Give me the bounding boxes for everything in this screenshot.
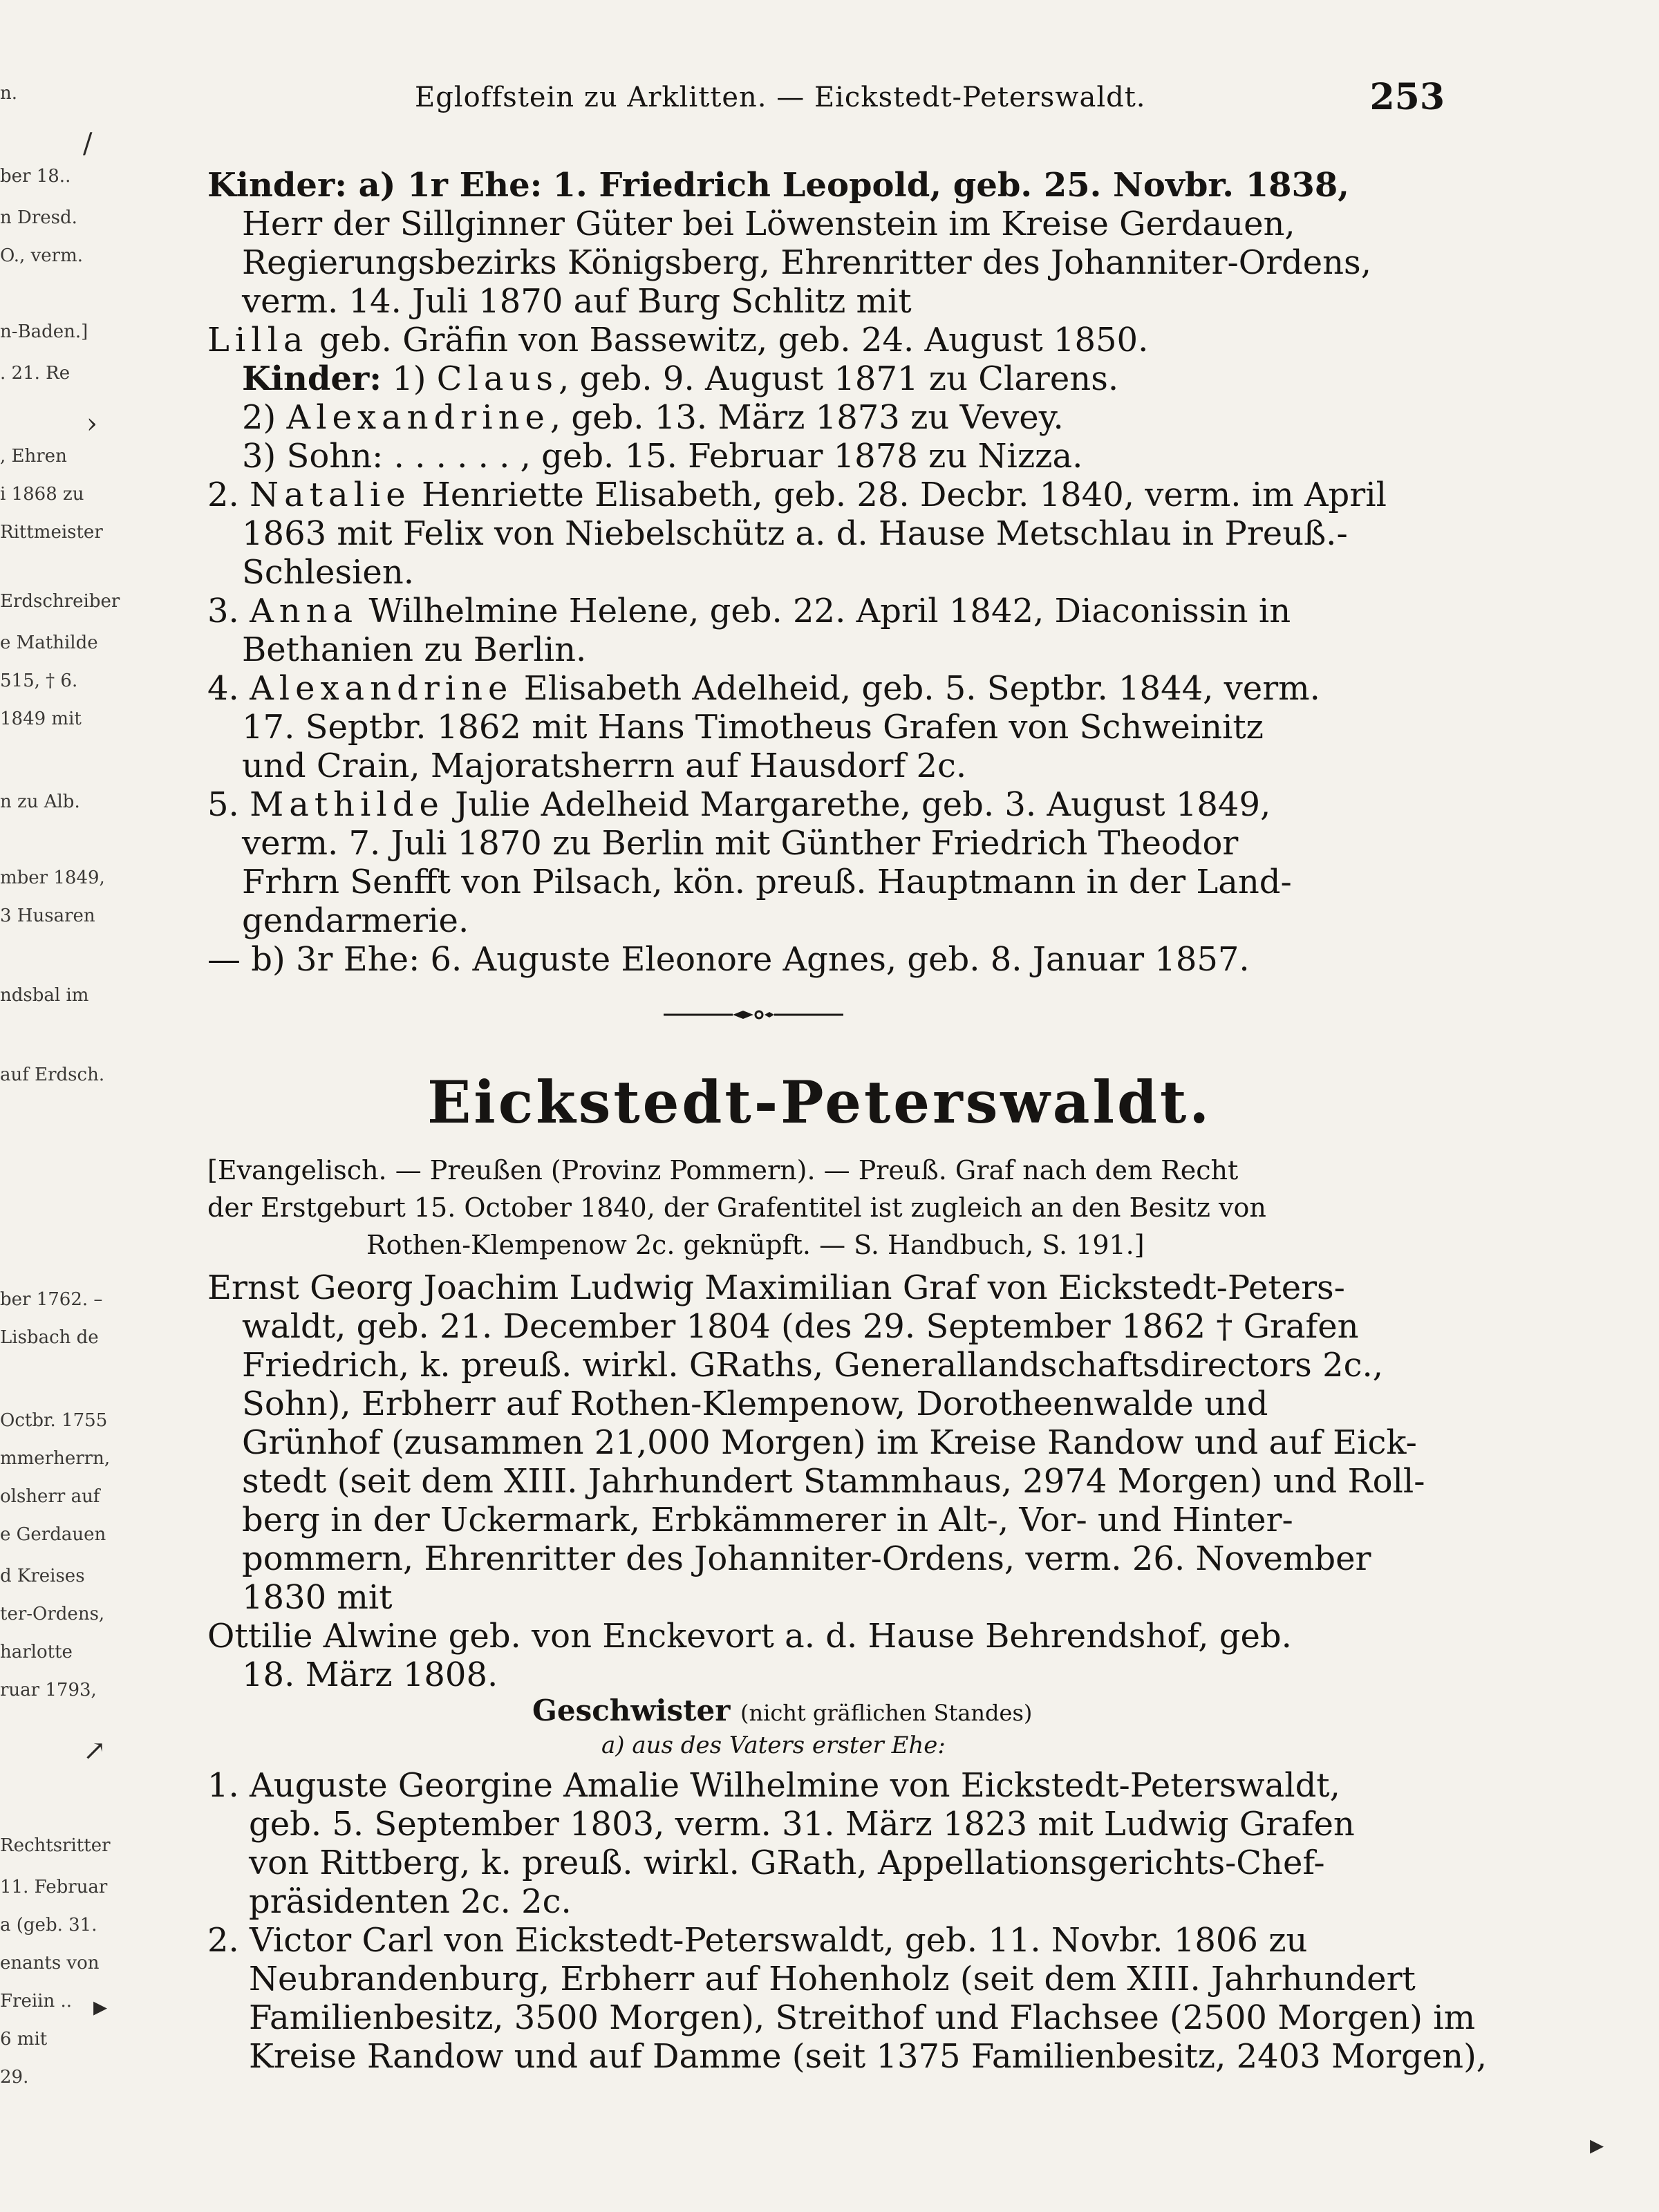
child-details: Henriette Elisabeth, geb. 28. Decbr. 1840, verm. im April	[421, 476, 1387, 514]
child-1-line: Herr der Sillginner Güter bei Löwenstein im Kreise Gerdauen,	[242, 205, 1295, 243]
grandchildren-label: Kinder:	[242, 359, 382, 398]
margin-fragment: , Ehren	[0, 446, 67, 467]
child-details: Elisabeth Adelheid, geb. 5. Septbr. 1844, verm.	[523, 669, 1320, 708]
child-details: gendarmerie.	[242, 901, 469, 940]
child-number: 4.	[207, 669, 239, 708]
grandchild-number: 2)	[242, 398, 276, 437]
sibling-line: 1. Auguste Georgine Amalie Wilhelmine von Eickstedt-Peterswaldt,	[207, 1766, 1340, 1805]
margin-fragment: 3 Husaren	[0, 906, 95, 926]
margin-fragment: mber 1849,	[0, 868, 105, 888]
grandchild-details: , geb. 9. August 1871 zu Clarens.	[559, 359, 1119, 398]
siblings-subheading: a) aus des Vaters erster Ehe:	[601, 1732, 946, 1759]
child-entry	[207, 592, 1291, 630]
siblings-label: Geschwister	[532, 1694, 731, 1727]
child-name: Anna	[250, 592, 359, 630]
child-details: Schlesien.	[242, 553, 414, 592]
sibling-line: von Rittberg, k. preuß. wirkl. GRath, Appellationsgerichts-Chef-	[249, 1844, 1325, 1882]
margin-fragment: a (geb. 31.	[0, 1915, 97, 1936]
sibling-line: Familienbesitz, 3500 Morgen), Streithof und Flachsee (2500 Morgen) im	[249, 1998, 1476, 2037]
child-details: Julie Adelheid Margarethe, geb. 3. August 1849,	[455, 785, 1271, 824]
stray-mark: /	[83, 128, 93, 160]
margin-fragment: n.	[0, 83, 18, 104]
margin-fragment: Rittmeister	[0, 522, 103, 543]
margin-fragment: ber 1762. –	[0, 1289, 103, 1310]
grandchild-details: , geb. 13. März 1873 zu Vevey.	[550, 398, 1064, 437]
margin-fragment: n-Baden.]	[0, 321, 88, 342]
child-details: Frhrn Senfft von Pilsach, kön. preuß. Hauptmann in der Land-	[242, 863, 1292, 901]
margin-fragment: ndsbal im	[0, 985, 89, 1006]
stray-mark: ▸	[1590, 2129, 1604, 2161]
siblings-note: (nicht gräflichen Standes)	[740, 1700, 1033, 1726]
summary-line: der Erstgeburt 15. October 1840, der Grafentitel ist zugleich an den Besitz von	[207, 1192, 1266, 1223]
stray-mark: ›	[86, 408, 97, 440]
grandchild-entry	[242, 398, 1064, 437]
margin-fragment: harlotte	[0, 1642, 73, 1662]
child-entry	[207, 476, 1387, 514]
child-details: 17. Septbr. 1862 mit Hans Timotheus Grafen von Schweinitz	[242, 708, 1264, 747]
page-header	[415, 76, 1445, 123]
margin-fragment: n Dresd.	[0, 207, 77, 228]
margin-fragment: Octbr. 1755	[0, 1410, 108, 1431]
child-1-line: verm. 14. Juli 1870 auf Burg Schlitz mit	[242, 282, 912, 321]
margin-fragment: enants von	[0, 1953, 100, 1974]
wife-line: 18. März 1808.	[242, 1656, 498, 1694]
margin-fragment: 6 mit	[0, 2029, 48, 2050]
grandchild-details: : . . . . . . , geb. 15. Februar 1878 zu Nizza.	[372, 437, 1083, 476]
summary-line: Rothen-Klempenow 2c. geknüpft. — S. Handbuch, S. 191.]	[366, 1230, 1145, 1260]
sibling-line: präsidenten 2c. 2c.	[249, 1882, 572, 1921]
margin-fragment: ter-Ordens,	[0, 1604, 105, 1624]
sibling-line: Neubrandenburg, Erbherr auf Hohenholz (seit dem XIII. Jahrhundert	[249, 1960, 1416, 1998]
margin-fragment: auf Erdsch.	[0, 1065, 105, 1085]
children-label: Kinder: a) 1r Ehe:	[207, 166, 543, 205]
margin-fragment: Freiin ..	[0, 1991, 73, 2012]
margin-fragment: d Kreises	[0, 1566, 85, 1586]
margin-fragment: Lisbach de	[0, 1327, 99, 1348]
margin-fragment: 29.	[0, 2067, 29, 2088]
entry-line: pommern, Ehrenritter des Johanniter-Ordens, verm. 26. November	[242, 1539, 1371, 1578]
entry-line: Sohn), Erbherr auf Rothen-Klempenow, Dorotheenwalde und	[242, 1385, 1268, 1423]
margin-fragment: Rechtsritter	[0, 1835, 111, 1856]
child-details: und Crain, Majoratsherrn auf Hausdorf 2c.	[242, 747, 967, 785]
child-entry	[207, 669, 1320, 708]
siblings-heading	[532, 1694, 1032, 1727]
stray-mark: ▸	[93, 1991, 108, 2023]
entry-line: berg in der Uckermark, Erbkämmerer in Alt-, Vor- und Hinter-	[242, 1501, 1293, 1539]
entry-line: 1830 mit	[242, 1578, 393, 1617]
entry-line: stedt (seit dem XIII. Jahrhundert Stammhaus, 2974 Morgen) und Roll-	[242, 1462, 1425, 1501]
child-name: Mathilde	[250, 785, 444, 824]
spouse-details: geb. Gräfin von Bassewitz, geb. 24. August 1850.	[319, 321, 1149, 359]
third-marriage-line: — b) 3r Ehe: 6. Auguste Eleonore Agnes, geb. 8. Januar 1857.	[207, 940, 1250, 979]
grandchild-entry	[242, 437, 1082, 476]
grandchild-name: Alexandrine	[286, 398, 550, 437]
child-details: 1863 mit Felix von Niebelschütz a. d. Hause Metschlau in Preuß.-	[242, 514, 1348, 553]
grandchild-name: Sohn	[286, 437, 373, 476]
entry-line: Ernst Georg Joachim Ludwig Maximilian Graf von Eickstedt-Peters-	[207, 1268, 1345, 1307]
entry-line: waldt, geb. 21. December 1804 (des 29. September 1862 † Grafen	[242, 1307, 1359, 1346]
grandchild-number: 1)	[392, 359, 427, 398]
sibling-line: 2. Victor Carl von Eickstedt-Peterswaldt, geb. 11. Novbr. 1806 zu	[207, 1921, 1308, 1960]
spouse-name: Lilla	[207, 321, 309, 359]
wife-line: Ottilie Alwine geb. von Enckevort a. d. Hause Behrendshof, geb.	[207, 1617, 1292, 1656]
entry-line: Grünhof (zusammen 21,000 Morgen) im Kreise Randow und auf Eick-	[242, 1423, 1417, 1462]
child-name: Alexandrine	[250, 669, 514, 708]
margin-fragment: . 21. Re	[0, 363, 71, 384]
summary-line: [Evangelisch. — Preußen (Provinz Pommern). — Preuß. Graf nach dem Recht	[207, 1155, 1239, 1185]
stray-mark: ↗	[83, 1735, 106, 1767]
child-name: Natalie	[250, 476, 411, 514]
child-details: verm. 7. Juli 1870 zu Berlin mit Günther Friedrich Theodor	[242, 824, 1239, 863]
child-1-line: Regierungsbezirks Königsberg, Ehrenritter des Johanniter-Ordens,	[242, 243, 1371, 282]
margin-fragment: e Mathilde	[0, 632, 98, 653]
margin-fragment: 1849 mit	[0, 709, 82, 729]
margin-fragment: mmerherrn,	[0, 1448, 111, 1469]
margin-fragment: n zu Alb.	[0, 791, 80, 812]
margin-fragment: olsherr auf	[0, 1486, 100, 1507]
entry-line: Friedrich, k. preuß. wirkl. GRaths, Generallandschaftsdirectors 2c.,	[242, 1346, 1384, 1385]
margin-fragment: 515, † 6.	[0, 671, 78, 691]
page-number: 253	[1369, 76, 1445, 118]
margin-fragment: ruar 1793,	[0, 1680, 97, 1700]
decorative-rule	[664, 1008, 843, 1022]
margin-fragment: Erdschreiber	[0, 591, 120, 612]
margin-fragment: i 1868 zu	[0, 484, 84, 505]
sibling-line: geb. 5. September 1803, verm. 31. März 1823 mit Ludwig Grafen	[249, 1805, 1355, 1844]
child-number: 2.	[207, 476, 239, 514]
section-title: Eickstedt-Peterswaldt.	[427, 1068, 1212, 1136]
grandchild-number: 3)	[242, 437, 276, 476]
child-number: 5.	[207, 785, 239, 824]
margin-fragment: O., verm.	[0, 245, 84, 266]
margin-fragment: ber 18..	[0, 166, 71, 187]
margin-fragment: e Gerdauen	[0, 1524, 106, 1545]
child-entry	[207, 785, 1271, 824]
grandchild-name: Claus	[436, 359, 559, 398]
child-details: Bethanien zu Berlin.	[242, 630, 587, 669]
sibling-line: Kreise Randow und auf Damme (seit 1375 Familienbesitz, 2403 Morgen),	[249, 2037, 1488, 2076]
child-number: 3.	[207, 592, 239, 630]
child-details: Wilhelmine Helene, geb. 22. April 1842, Diaconissin in	[368, 592, 1291, 630]
child-1-line: 1. Friedrich Leopold, geb. 25. Novbr. 1838,	[552, 166, 1350, 205]
margin-fragment: 11. Februar	[0, 1877, 108, 1897]
running-head: Egloffstein zu Arklitten. — Eickstedt-Peterswaldt.	[415, 82, 1146, 113]
